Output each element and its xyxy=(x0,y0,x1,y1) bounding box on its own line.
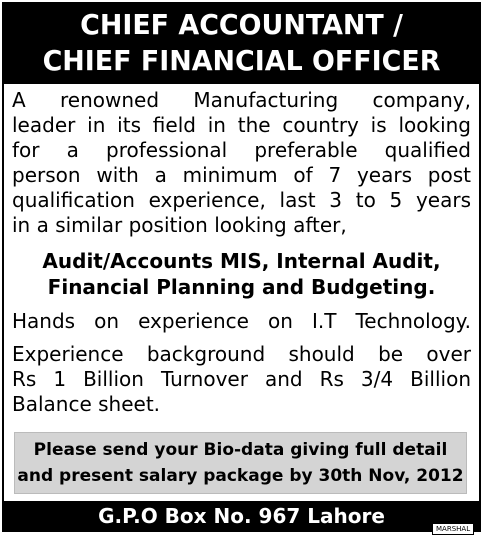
requirement-line: Experience background should be over xyxy=(12,342,471,366)
responsibility-line: Audit/Accounts MIS, Internal Audit, xyxy=(42,249,441,273)
agency-credit: MARSHAL xyxy=(432,523,474,535)
application-line-1: Please send your Bio-data giving full detail xyxy=(33,440,448,460)
application-line-2: and present salary package by 30th Nov, 2012 xyxy=(17,466,464,486)
job-advertisement xyxy=(2,2,481,532)
requirement-line: Hands on experience on I.T Technology. xyxy=(12,309,471,333)
job-title-line-2: CHIEF FINANCIAL OFFICER xyxy=(42,44,441,77)
postal-address: G.P.O Box No. 967 Lahore xyxy=(98,504,385,528)
job-title-line-1: CHIEF ACCOUNTANT / xyxy=(80,8,403,41)
footer-banner xyxy=(4,501,479,530)
application-instructions-box xyxy=(14,432,467,494)
intro-line: in a similar position looking after, xyxy=(12,213,347,237)
requirement-line: Rs 1 Billion Turnover and Rs 3/4 Billion xyxy=(12,367,471,391)
intro-line: leader in its field in the country is looking xyxy=(12,113,471,137)
intro-line: qualification experience, last 3 to 5 years xyxy=(12,188,471,212)
intro-line: A renowned Manufacturing company, xyxy=(12,88,471,112)
intro-line: person with a minimum of 7 years post xyxy=(12,163,471,187)
requirement-line: Balance sheet. xyxy=(12,392,161,416)
header-banner xyxy=(4,4,479,84)
intro-line: for a professional preferable qualified xyxy=(12,138,471,162)
responsibility-line: Financial Planning and Budgeting. xyxy=(47,275,436,299)
